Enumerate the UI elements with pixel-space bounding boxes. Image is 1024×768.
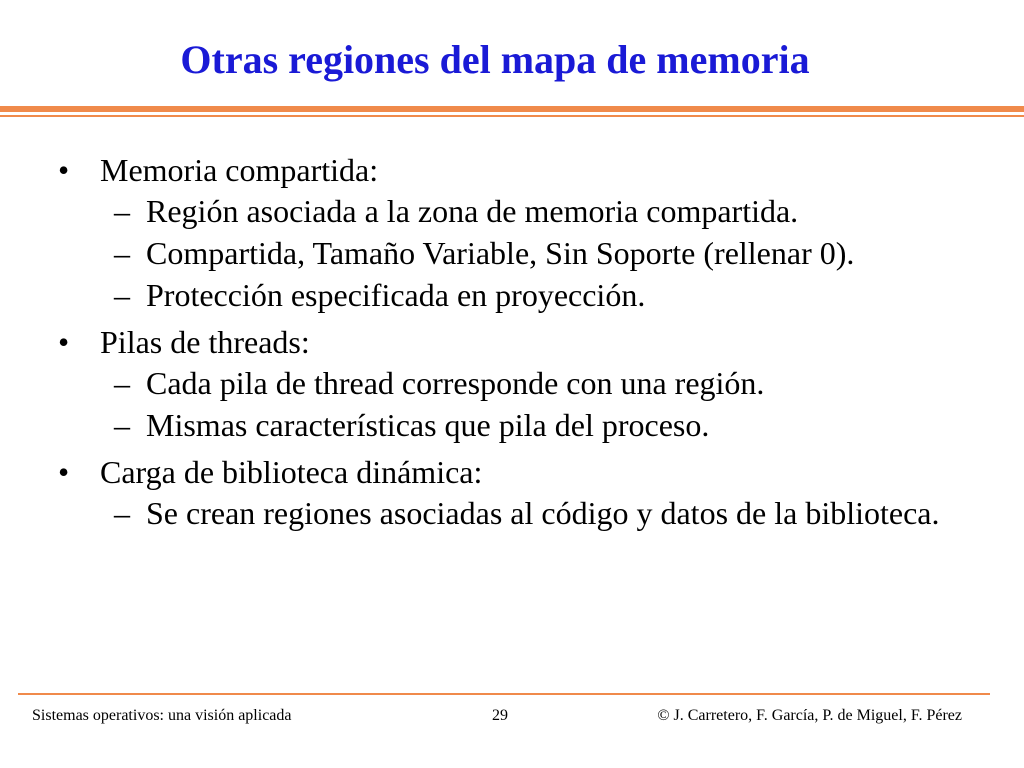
sub-list <box>100 190 998 316</box>
sub-item-text: Región asociada a la zona de memoria compartida. <box>146 193 799 229</box>
sub-list <box>100 492 998 534</box>
bullet-item-shared-memory <box>58 150 998 316</box>
dash-icon: – <box>114 277 130 313</box>
sub-item <box>100 362 998 404</box>
footer-divider <box>18 693 990 695</box>
sub-item <box>100 274 998 316</box>
dash-icon: – <box>114 495 130 531</box>
sub-item <box>100 232 998 274</box>
bullet-dot-icon: • <box>58 152 70 188</box>
dash-icon: – <box>114 235 130 271</box>
footer-book-title: Sistemas operativos: una visión aplicada <box>32 707 292 724</box>
sub-item <box>100 190 998 232</box>
title-divider-thin <box>0 115 1024 117</box>
slide-title: Otras regiones del mapa de memoria <box>180 37 810 82</box>
sub-item-text: Se crean regiones asociadas al código y datos de la biblioteca. <box>146 495 940 531</box>
footer-page-number: 29 <box>492 707 508 724</box>
footer-copyright: © J. Carretero, F. García, P. de Miguel, F. Pérez <box>657 707 962 724</box>
sub-item <box>100 492 998 534</box>
bullet-item-dynamic-library <box>58 452 998 534</box>
bullet-text: Carga de biblioteca dinámica: <box>100 454 483 490</box>
dash-icon: – <box>114 407 130 443</box>
bullet-list <box>58 150 998 540</box>
bullet-dot-icon: • <box>58 454 70 490</box>
dash-icon: – <box>114 365 130 401</box>
bullet-item-thread-stacks <box>58 322 998 446</box>
title-divider-thick <box>0 106 1024 112</box>
sub-item-text: Compartida, Tamaño Variable, Sin Soporte (rellenar 0). <box>146 235 855 271</box>
sub-item-text: Protección especificada en proyección. <box>146 277 646 313</box>
bullet-dot-icon: • <box>58 324 70 360</box>
sub-item-text: Mismas características que pila del proceso. <box>146 407 710 443</box>
bullet-text: Pilas de threads: <box>100 324 310 360</box>
bullet-text: Memoria compartida: <box>100 152 379 188</box>
sub-item-text: Cada pila de thread corresponde con una región. <box>146 365 765 401</box>
dash-icon: – <box>114 193 130 229</box>
sub-list <box>100 362 998 446</box>
sub-item <box>100 404 998 446</box>
